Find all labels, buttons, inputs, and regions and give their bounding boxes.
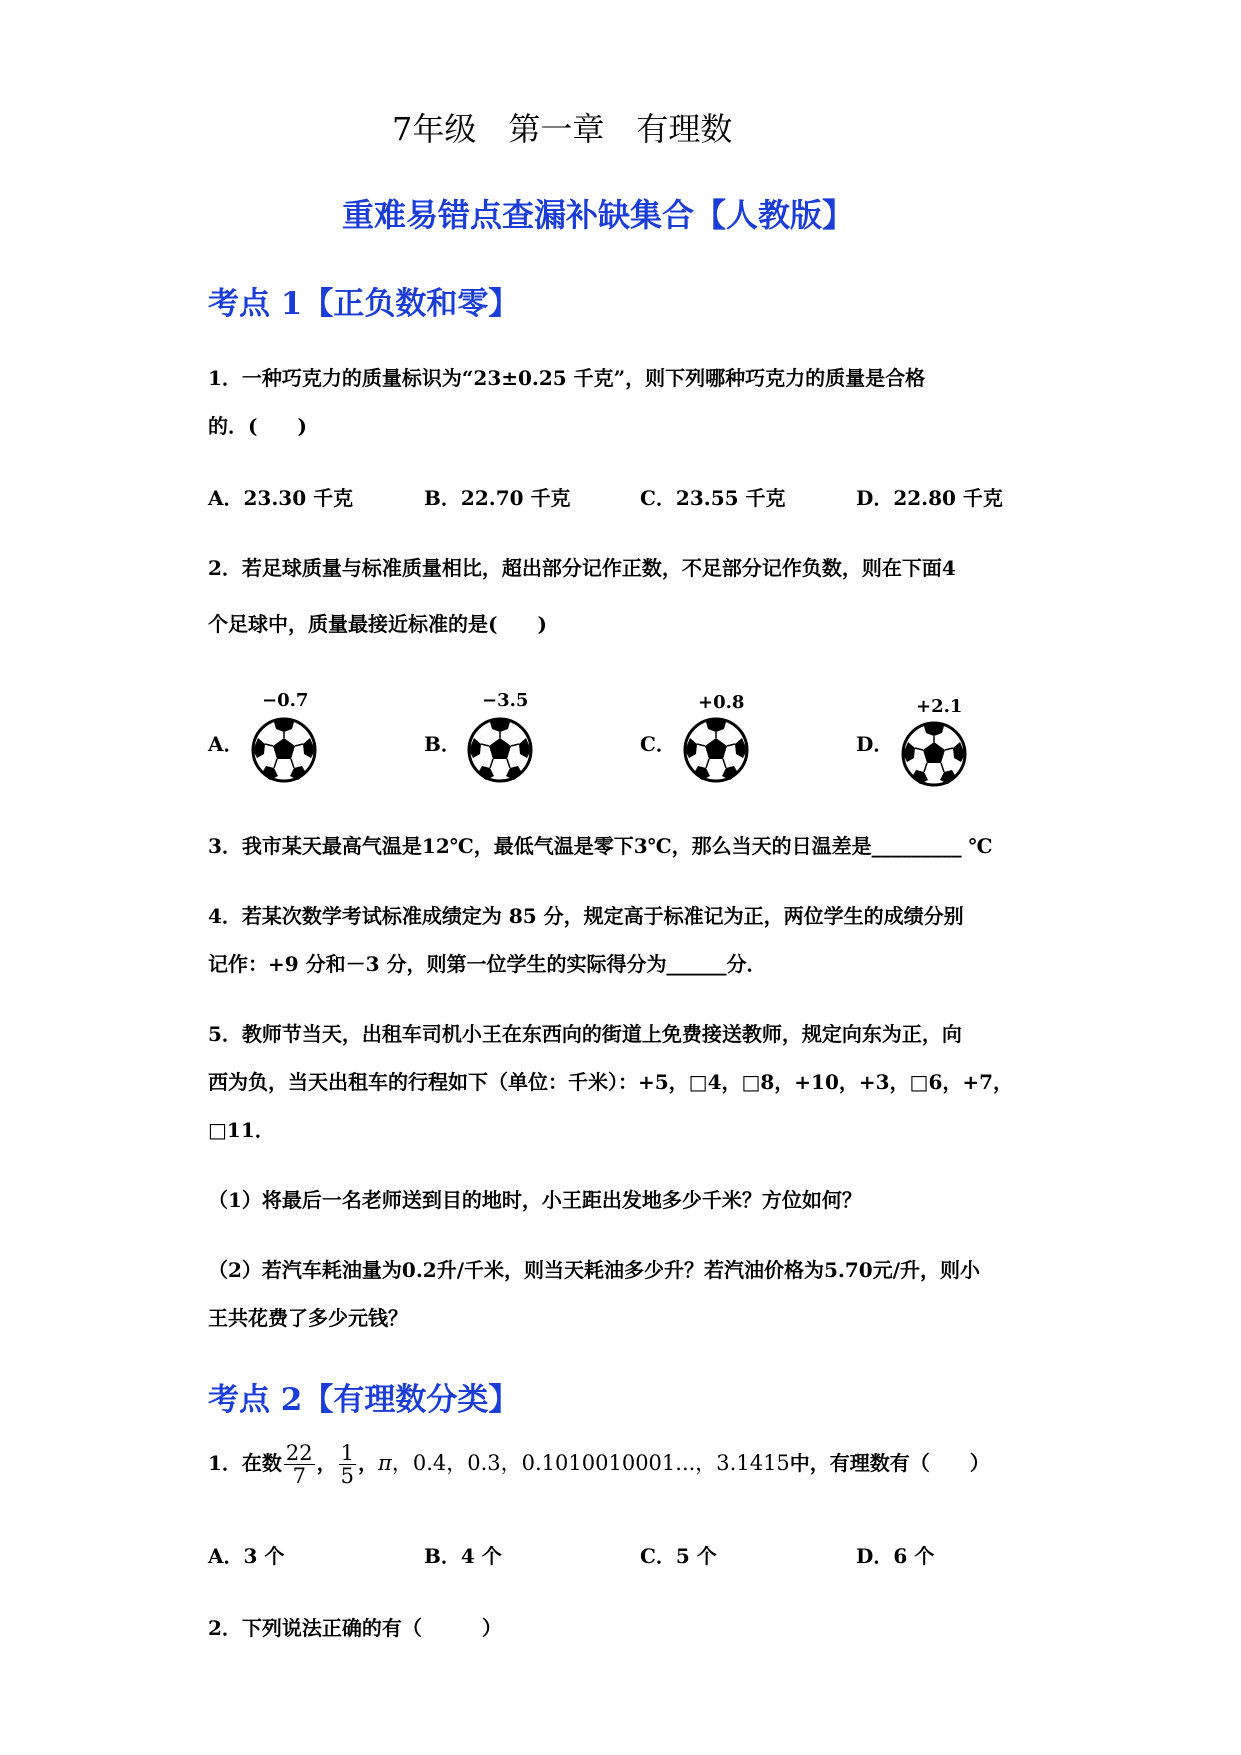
question-2-line-2: 个足球中，质量最接近标准的是( ) bbox=[208, 612, 547, 636]
fraction-22-7 bbox=[284, 1442, 315, 1487]
soccer-ball-icon bbox=[466, 716, 534, 784]
question-5-line-1: 5．教师节当天，出租车司机小王在东西向的街道上免费接送教师，规定向东为正，向 bbox=[208, 1022, 962, 1046]
fraction-denominator: 7 bbox=[292, 1464, 306, 1489]
q2-option-b-letter: B． bbox=[424, 732, 461, 756]
s2q1-sep2: ， bbox=[358, 1451, 379, 1476]
document-title: 7年级 第一章 有理数 bbox=[392, 110, 733, 148]
fraction-denominator: 5 bbox=[340, 1464, 355, 1489]
soccer-ball-icon bbox=[250, 716, 318, 784]
question-4-line-2: 记作：+9 分和－3 分，则第一位学生的实际得分为______分． bbox=[208, 952, 767, 976]
section-heading-1: 考点 1【正负数和零】 bbox=[208, 286, 520, 322]
section2-question-1 bbox=[208, 1442, 990, 1487]
question-4-line-1: 4．若某次数学考试标准成绩定为 85 分，规定高于标准记为正，两位学生的成绩分别 bbox=[208, 904, 964, 928]
s2q1-option-c: C．5 个 bbox=[640, 1544, 717, 1568]
soccer-ball-icon bbox=[900, 720, 968, 788]
q2-option-a-value: −0.7 bbox=[262, 690, 309, 711]
s2q1-number-list: ，0.4，0.3，0.1010010001...，3.1415 bbox=[391, 1451, 790, 1476]
s2q1-sep1: ， bbox=[316, 1451, 337, 1476]
question-5-sub-2-line-1: （2）若汽车耗油量为0.2升/千米，则当天耗油多少升？若汽油价格为5.70元/升，则小 bbox=[208, 1258, 981, 1282]
q1-option-d: D．22.80 千克 bbox=[856, 486, 1003, 510]
s2q1-option-a: A．3 个 bbox=[208, 1544, 285, 1568]
q1-option-a: A．23.30 千克 bbox=[208, 486, 354, 510]
question-1-line-1: 1．一种巧克力的质量标识为“23±0.25 千克”，则下列哪种巧克力的质量是合格 bbox=[208, 366, 926, 390]
soccer-ball-icon bbox=[682, 716, 750, 784]
section-heading-2: 考点 2【有理数分类】 bbox=[208, 1382, 520, 1418]
question-5-line-2: 西为负，当天出租车的行程如下（单位：千米）：+5，□4，□8，+10，+3，□6，+7， bbox=[208, 1070, 1014, 1094]
q2-option-c-value: +0.8 bbox=[698, 692, 745, 713]
s2q1-prefix: 1．在数 bbox=[208, 1451, 282, 1476]
s2q1-option-d: D．6 个 bbox=[856, 1544, 935, 1568]
s2q1-option-b: B．4 个 bbox=[424, 1544, 502, 1568]
question-3: 3．我市某天最高气温是12℃，最低气温是零下3℃，那么当天的日温差是_________ ℃ bbox=[208, 834, 993, 858]
fraction-numerator: 1 bbox=[340, 1441, 355, 1465]
question-1-line-2: 的．( ) bbox=[208, 414, 307, 438]
question-2-line-1: 2．若足球质量与标准质量相比，超出部分记作正数，不足部分记作负数，则在下面4 bbox=[208, 556, 956, 580]
pi-symbol: π bbox=[378, 1451, 392, 1476]
q2-option-b-value: −3.5 bbox=[482, 690, 529, 711]
q2-option-a-letter: A． bbox=[208, 732, 244, 756]
q1-option-c: C．23.55 千克 bbox=[640, 486, 786, 510]
q2-option-c-letter: C． bbox=[640, 732, 676, 756]
s2q1-suffix: 中，有理数有（ ） bbox=[789, 1451, 990, 1476]
fraction-numerator: 22 bbox=[285, 1441, 313, 1465]
q2-option-d-letter: D． bbox=[856, 732, 894, 756]
fraction-1-5 bbox=[339, 1442, 356, 1487]
question-5-sub-2-line-2: 王共花费了多少元钱？ bbox=[208, 1306, 408, 1330]
question-5-line-3: □11． bbox=[208, 1118, 275, 1142]
document-subtitle: 重难易错点查漏补缺集合【人教版】 bbox=[342, 196, 855, 234]
q2-option-d-value: +2.1 bbox=[916, 696, 963, 717]
q1-option-b: B．22.70 千克 bbox=[424, 486, 571, 510]
section2-question-2: 2．下列说法正确的有（ ） bbox=[208, 1616, 502, 1640]
question-5-sub-1: （1）将最后一名老师送到目的地时，小王距出发地多少千米？方位如何？ bbox=[208, 1188, 862, 1212]
